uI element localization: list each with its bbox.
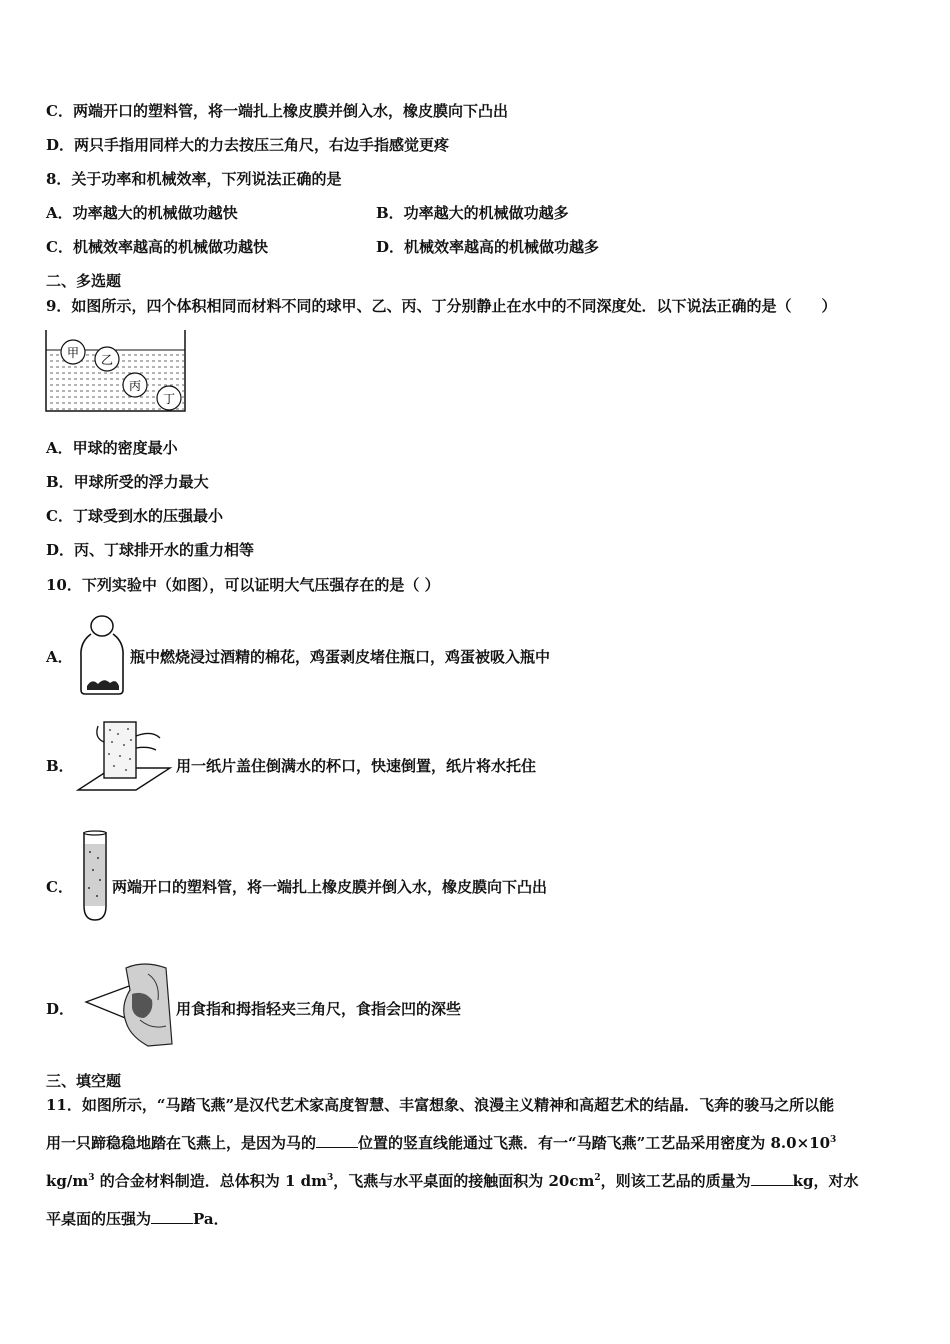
q9-option-a: A．甲球的密度最小 xyxy=(46,439,178,457)
q11-blank-1[interactable] xyxy=(316,1133,358,1148)
q11-line-1: 11．如图所示，“马踏飞燕”是汉代艺术家高度智慧、丰富想象、浪漫主义精神和高超艺术的结晶．飞奔的骏马之所以能 xyxy=(46,1096,835,1114)
q11-blank-2[interactable] xyxy=(751,1171,793,1186)
plastic-tube-figure xyxy=(78,830,112,922)
q9-option-c: C．丁球受到水的压强最小 xyxy=(46,507,223,525)
section-title-fill-blank: 三、填空题 xyxy=(46,1072,122,1090)
paper-cup-figure xyxy=(76,716,176,794)
q10-option-c-label: C． xyxy=(46,878,73,896)
q8-option-d: D．机械效率越高的机械做功越多 xyxy=(376,238,600,256)
q8-option-c: C．机械效率越高的机械做功越快 xyxy=(46,238,268,256)
q10-option-b-text: 用一纸片盖住倒满水的杯口，快速倒置，纸片将水托住 xyxy=(176,757,537,775)
ball-yi xyxy=(95,347,119,371)
ball-jia xyxy=(61,340,85,364)
q8-stem: 8．关于功率和机械效率，下列说法正确的是 xyxy=(46,170,342,188)
q9-water-tank-figure xyxy=(44,328,188,414)
section-title-multi-choice: 二、多选题 xyxy=(46,272,122,290)
q11-line-4: 平桌面的压强为 Pa． xyxy=(46,1210,229,1228)
q7-option-d: D．两只手指用同样大的力去按压三角尺，右边手指感觉更疼 xyxy=(46,136,450,154)
svg-text:乙: 乙 xyxy=(100,353,114,367)
q11-line-3: $kg/m^3$ 的合金材料制造．总体积为 1 $dm^3$，飞燕与水平桌面的接触面积为 $20cm^2$，则该工艺品的质量为 kg，对水 xyxy=(46,1172,859,1190)
q9-option-b: B．甲球所受的浮力最大 xyxy=(46,473,209,491)
svg-text:丙: 丙 xyxy=(128,379,142,393)
q11-blank-3[interactable] xyxy=(151,1209,193,1224)
triangle-ruler-fingers-figure xyxy=(82,960,174,1048)
svg-text:甲: 甲 xyxy=(66,346,80,360)
bottle-egg-figure xyxy=(76,612,128,696)
ball-ding xyxy=(157,386,181,410)
q10-option-d-label: D． xyxy=(46,1000,75,1018)
q10-stem: 10．下列实验中（如图），可以证明大气压强存在的是（ ） xyxy=(46,576,440,594)
q10-option-a-label: A． xyxy=(46,648,73,666)
q11-line-2: 用一只蹄稳稳地踏在飞燕上，是因为马的 位置的竖直线能通过飞燕．有一“马踏飞燕”工艺品采用密度为 $8.0\times 10^3$ xyxy=(46,1134,837,1152)
q10-option-d-text: 用食指和拇指轻夹三角尺，食指会凹的深些 xyxy=(176,1000,462,1018)
ball-bing xyxy=(123,373,147,397)
q10-option-a-text: 瓶中燃烧浸过酒精的棉花，鸡蛋剥皮堵住瓶口，鸡蛋被吸入瓶中 xyxy=(130,648,551,666)
q10-option-b-label: B． xyxy=(46,757,74,775)
q11-paragraph xyxy=(46,1095,908,1247)
q7-option-c: C．两端开口的塑料管，将一端扎上橡皮膜并倒入水，橡皮膜向下凸出 xyxy=(46,102,508,120)
q9-stem: 9．如图所示，四个体积相同而材料不同的球甲、乙、丙、丁分别静止在水中的不同深度处．以下说法正确的是（ ） xyxy=(46,297,837,315)
q8-option-b: B．功率越大的机械做功越多 xyxy=(376,204,569,222)
q9-option-d: D．丙、丁球排开水的重力相等 xyxy=(46,541,255,559)
q10-option-c-text: 两端开口的塑料管，将一端扎上橡皮膜并倒入水，橡皮膜向下凸出 xyxy=(112,878,548,896)
svg-text:丁: 丁 xyxy=(162,392,176,406)
q8-option-a: A．功率越大的机械做功越快 xyxy=(46,204,238,222)
